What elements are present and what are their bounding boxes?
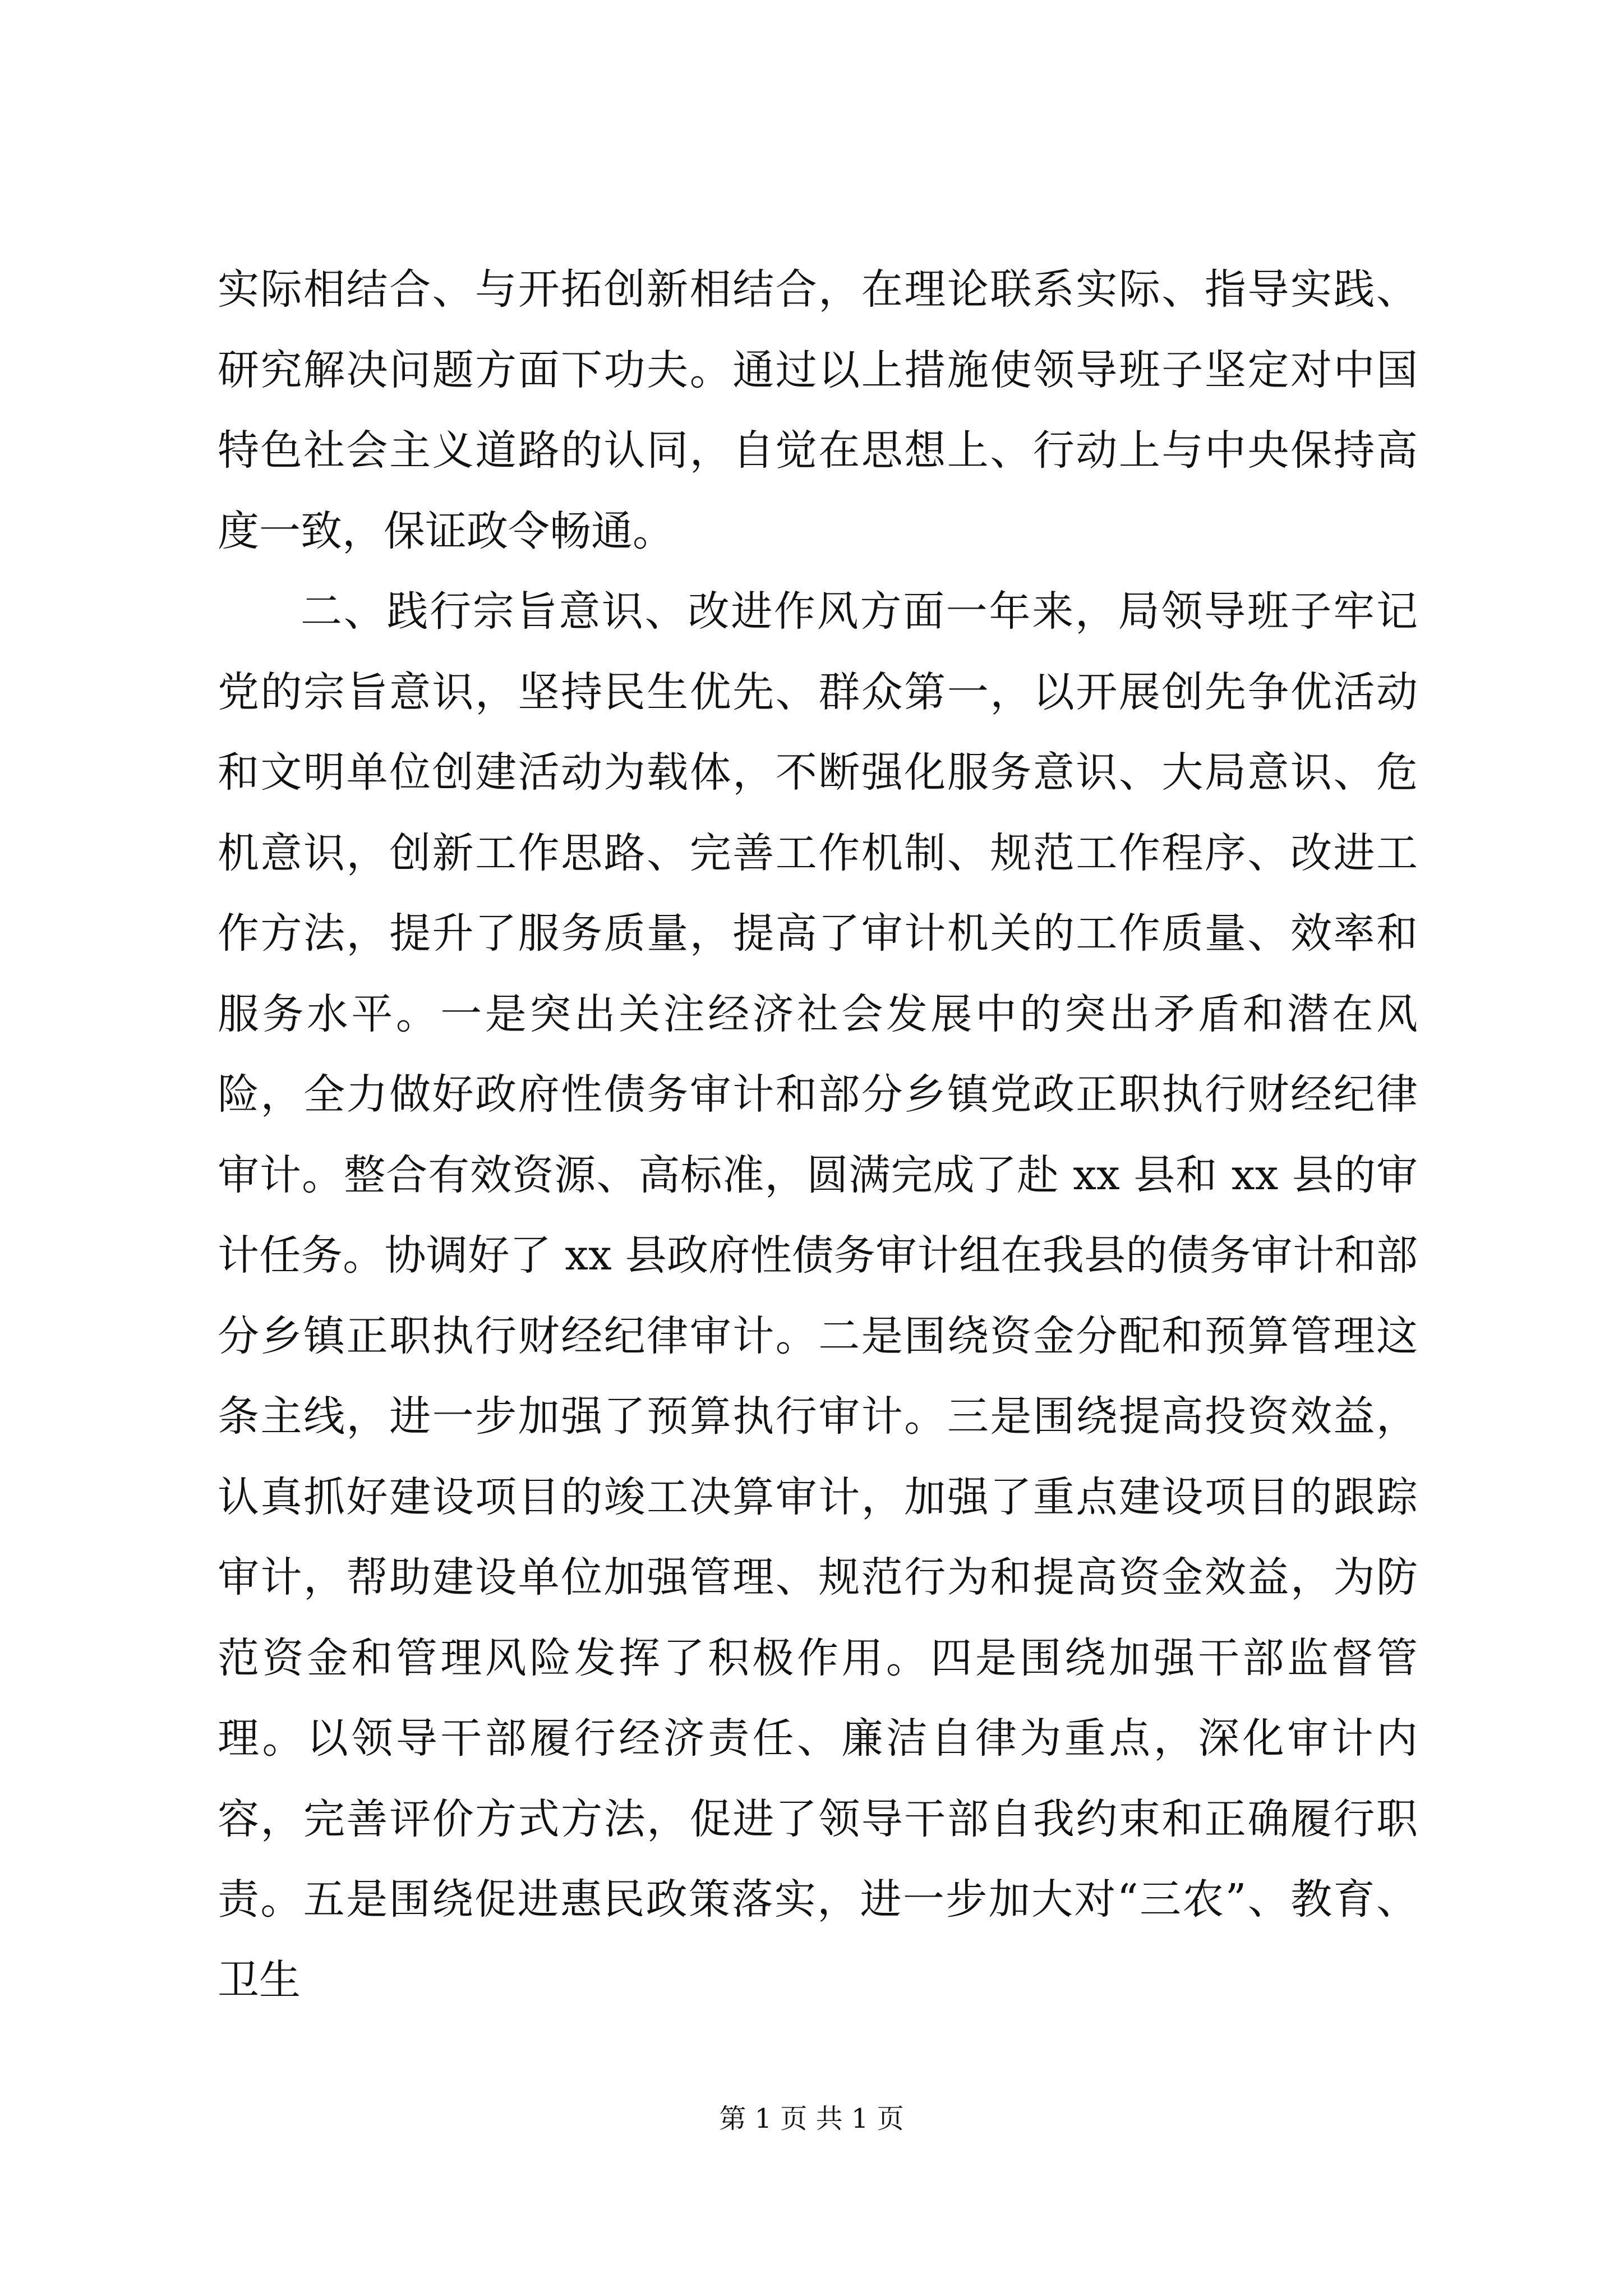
paragraph-section-two: 二、践行宗旨意识、改进作风方面一年来，局领导班子牢记党的宗旨意识，坚持民生优先、群众第一，以开展创先争优活动和文明单位创建活动为载体，不断强化服务意识、大局意识、危机意识，创新工作思路、完善工作机制、规范工作程序、改进工作方法，提升了服务质量，提高了审计机关的工作质量、效率和服务水平。一是突出关注经济社会发展中的突出矛盾和潜在风险，全力做好政府性债务审计和部分乡镇党政正职执行财经纪律审计。整合有效资源、高标准，圆满完成了赴 xx 县和 xx 县的审计任务。协调好了 xx 县政府性债务审计组在我县的债务审计和部分乡镇正职执行财经纪律审计。二是围绕资金分配和预算管理这条主线，进一步加强了预算执行审计。三是围绕提高投资效益，认真抓好建设项目的竣工决算审计，加强了重点建设项目的跟踪审计，帮助建设单位加强管理、规范行为和提高资金效益，为防范资金和管理风险发挥了积极作用。四是围绕加强干部监督管理。以领导干部履行经济责任、廉洁自律为重点，深化审计内容，完善评价方式方法，促进了领导干部自我约束和正确履行职责。五是围绕促进惠民政策落实，进一步加大对“三农”、教育、卫生: [218, 587, 1418, 2004]
page-footer: 第 1 页 共 1 页: [719, 2103, 904, 2134]
document-body: [218, 250, 1418, 2021]
paragraph-continuation: 实际相结合、与开拓创新相结合，在理论联系实际、指导实践、研究解决问题方面下功夫。通过以上措施使领导班子坚定对中国特色社会主义道路的认同，自觉在思想上、行动上与中央保持高度一致，保证政令畅通。: [218, 265, 1418, 555]
